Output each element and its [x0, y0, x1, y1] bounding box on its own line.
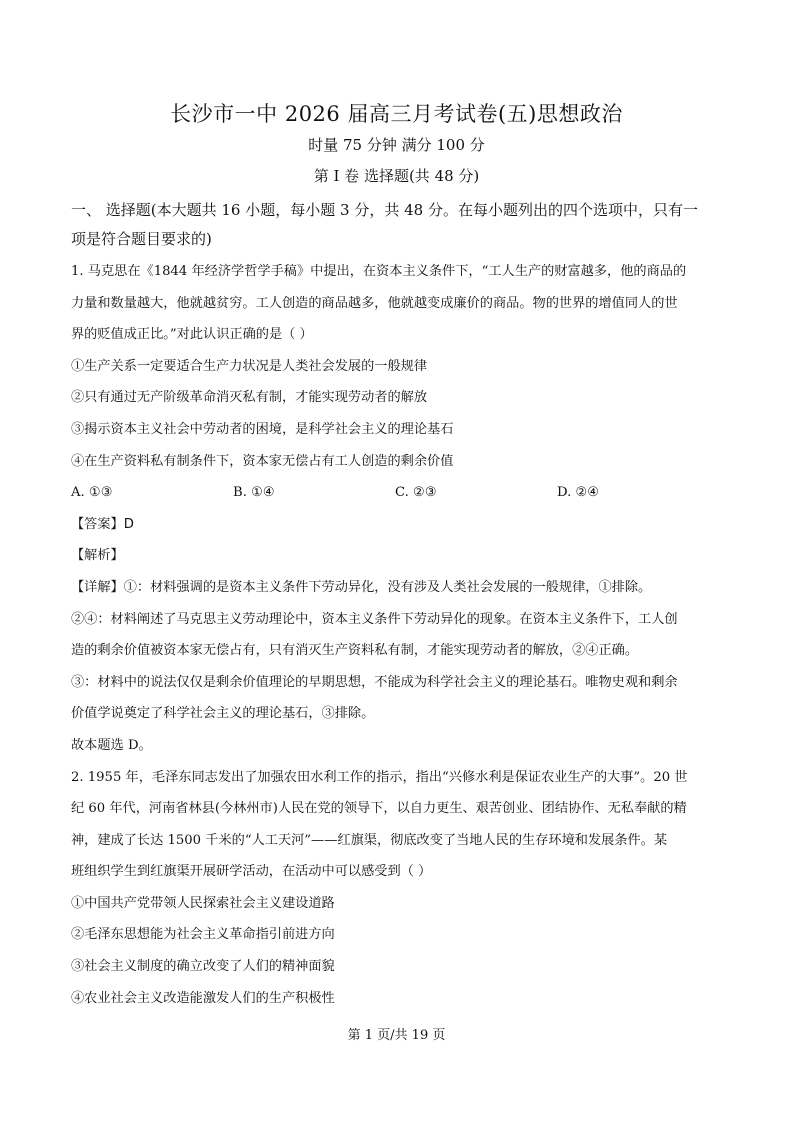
answer-label: 【答案】D	[71, 516, 134, 532]
section-heading-line: 项是符合题目要求的)	[71, 230, 212, 248]
option-b: B. ①④	[233, 485, 275, 501]
question-2-stem-line: 班组织学生到红旗渠开展研学活动，在活动中可以感受到（ ）	[71, 864, 432, 880]
option-d: D. ②④	[557, 485, 600, 501]
explanation-line: 价值学说奠定了科学社会主义的理论基石，③排除。	[71, 706, 375, 722]
section-heading-line: 一、 选择题(本大题共 16 小题，每小题 3 分，共 48 分。在每小题列出的四个选项中，只有一	[71, 201, 698, 219]
time-and-score: 时量 75 分钟 满分 100 分	[308, 136, 485, 154]
question-1-statement: ④在生产资料私有制条件下，资本家无偿占有工人创造的剩余价值	[71, 453, 454, 469]
explanation-line: ②④：材料阐述了马克思主义劳动理论中，资本主义条件下劳动异化的现象。在资本主义条件下，工人创	[71, 611, 678, 627]
question-2-statement: ③社会主义制度的确立改变了人们的精神面貌	[71, 959, 335, 975]
explanation-line: ③：材料中的说法仅仅是剩余价值理论的早期思想，不能成为科学社会主义的理论基石。唯物史观和剩余	[71, 674, 678, 690]
question-1-statement: ②只有通过无产阶级革命消灭私有制，才能实现劳动者的解放	[71, 390, 428, 406]
question-1-statement: ③揭示资本主义社会中劳动者的困境，是科学社会主义的理论基石	[71, 421, 454, 437]
section-heading	[71, 196, 723, 254]
question-2-stem-line: 2. 1955 年，毛泽东同志发出了加强农田水利工作的指示，指出“兴修水利是保证农业生产的大事”。20 世	[71, 769, 688, 785]
question-1-stem-line: 1. 马克思在《1844 年经济学哲学手稿》中提出，在资本主义条件下，“工人生产的财富越多，他的商品的	[71, 264, 687, 279]
question-1-stem-line: 界的贬值成正比。”对此认识正确的是（ ）	[71, 327, 313, 343]
option-a: A. ①③	[71, 485, 113, 501]
question-1-stem-line: 力量和数量越大，他就越贫穷。工人创造的商品越多，他就越变成廉价的商品。物的世界的增值同人的世	[71, 295, 678, 311]
explanation-line: 【详解】①：材料强调的是资本主义条件下劳动异化，没有涉及人类社会发展的一般规律，①排除。	[71, 579, 652, 595]
question-2-stem-line: 神，建成了长达 1500 千米的“人工天河”——红旗渠，彻底改变了当地人民的生存环境和发展条件。某	[71, 832, 668, 848]
question-block	[71, 256, 723, 1014]
volume-header: 第 I 卷 选择题(共 48 分)	[313, 167, 480, 185]
exam-title: 长沙市一中 2026 届高三月考试卷(五)思想政治	[170, 102, 623, 126]
question-2-statement: ④农业社会主义改造能激发人们的生产积极性	[71, 990, 335, 1006]
question-1-options	[71, 477, 723, 509]
question-2-statement: ②毛泽东思想能为社会主义革命指引前进方向	[71, 927, 335, 943]
question-2-stem-line: 纪 60 年代，河南省林县(今林州市)人民在党的领导下，以自力更生、艰苦创业、团结协作、无私奉献的精	[71, 801, 687, 817]
explanation-line: 造的剩余价值被资本家无偿占有，只有消灭生产资料私有制，才能实现劳动者的解放，②④正确。	[71, 643, 639, 659]
question-1-statement: ①生产关系一定要适合生产力状况是人类社会发展的一般规律	[71, 358, 428, 374]
question-2-statement: ①中国共产党带领人民探索社会主义建设道路	[71, 895, 335, 911]
explanation-line: 故本题选 D。	[71, 737, 152, 753]
page-footer: 第 1 页/共 19 页	[347, 1028, 446, 1043]
option-c: C. ②③	[395, 485, 437, 501]
analysis-label: 【解析】	[71, 548, 124, 564]
